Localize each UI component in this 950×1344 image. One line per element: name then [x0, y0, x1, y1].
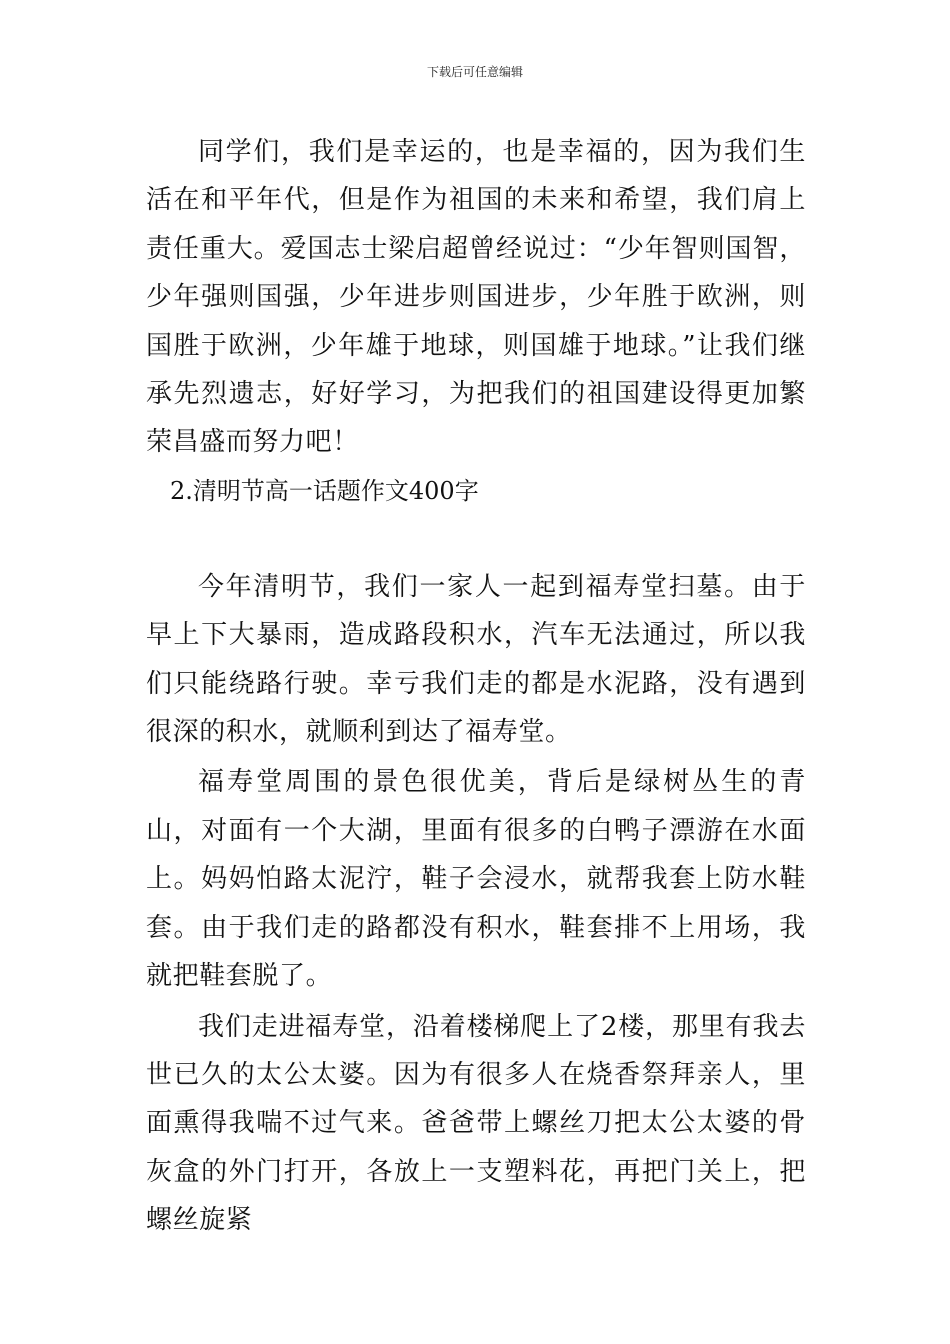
paragraph-2: 福寿堂周围的景色很优美，背后是绿树丛生的青山，对面有一个大湖，里面有很多的白鸭子漂游在水面上。妈妈怕路太泥泞，鞋子会浸水，就帮我套上防水鞋套。由于我们走的路都没有积水，鞋套排不上用场，我就把鞋套脱了。: [146, 767, 806, 992]
paragraph-1: 今年清明节，我们一家人一起到福寿堂扫墓。由于早上下大暴雨，造成路段积水，汽车无法通过，所以我们只能绕路行驶。幸亏我们走的都是水泥路，没有遇到很深的积水，就顺利到达了福寿堂。: [146, 571, 806, 748]
section-heading: 2.清明节高一话题作文400字: [170, 476, 479, 505]
page-header: 下载后可任意编辑: [426, 65, 523, 79]
document-body: [146, 128, 806, 1245]
paragraph-3: 我们走进福寿堂，沿着楼梯爬上了2楼，那里有我去世已久的太公太婆。因为有很多人在烧香祭拜亲人，里面熏得我喘不过气来。爸爸带上螺丝刀把太公太婆的骨灰盒的外门打开，各放上一支塑料花，再把门关上，把螺丝旋紧: [146, 1011, 806, 1236]
paragraph-intro: 同学们，我们是幸运的，也是幸福的，因为我们生活在和平年代，但是作为祖国的未来和希望，我们肩上责任重大。爱国志士梁启超曾经说过：“少年智则国智，少年强则国强，少年进步则国进步，少年胜于欧洲，则国胜于欧洲，少年雄于地球，则国雄于地球。”让我们继承先烈遗志，好好学习，为把我们的祖国建设得更加繁荣昌盛而努力吧！: [146, 137, 806, 458]
